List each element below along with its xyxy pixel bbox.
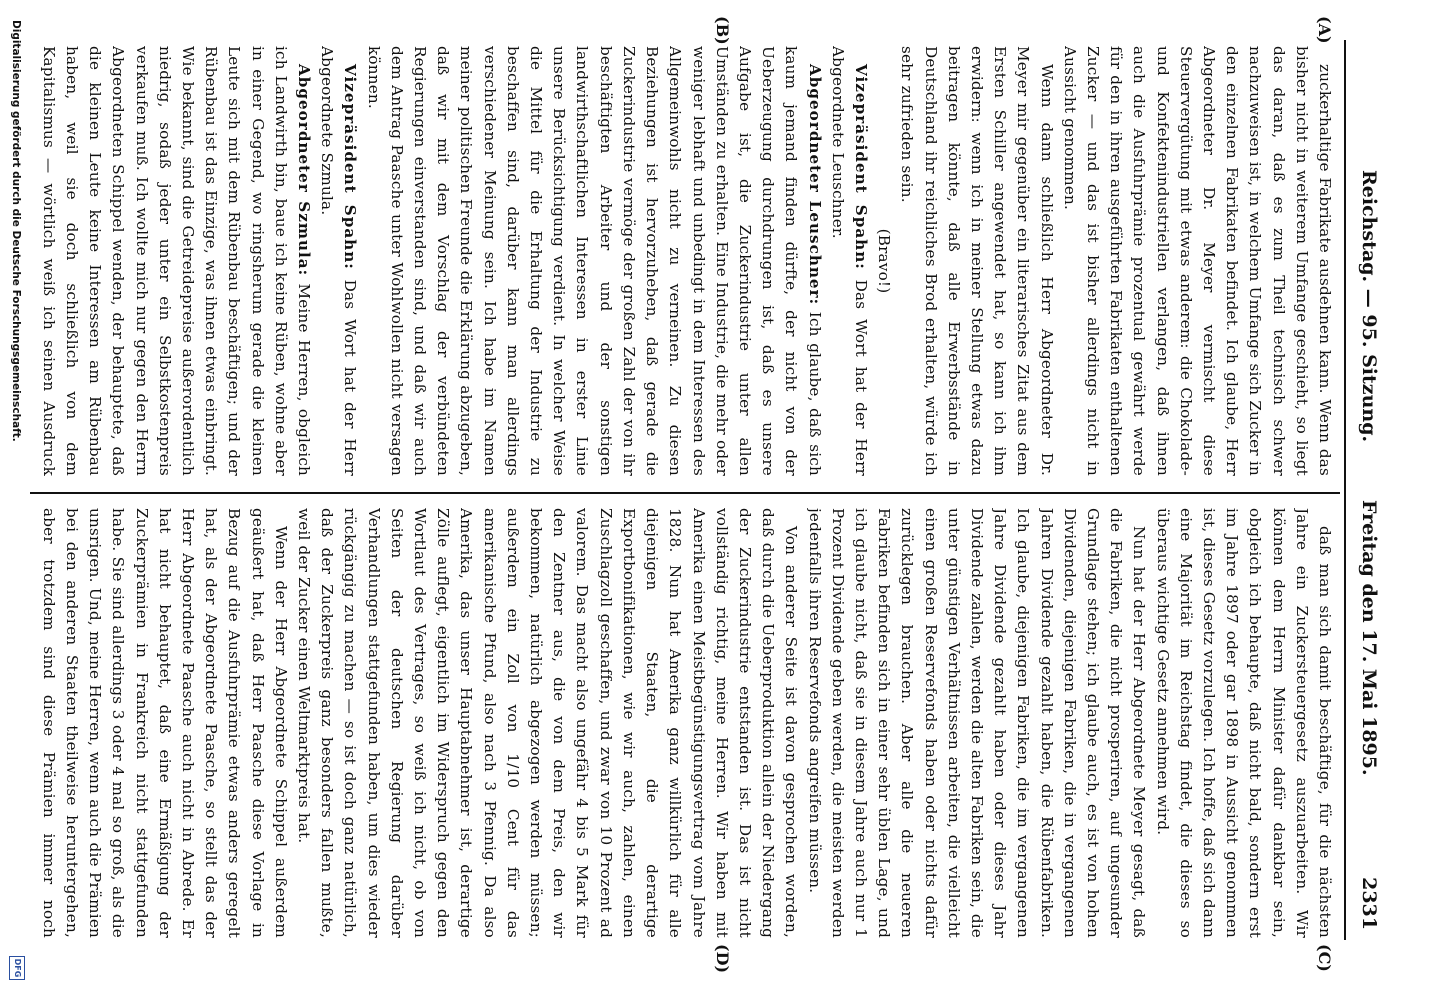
digitization-credit: Digitalisierung gefördert durch die Deutsche Forschungsgemeinschaft. [10,20,22,442]
speech-paragraph [36,46,315,476]
interjection: (Bravo!) [875,228,894,294]
header-rule [1344,40,1346,940]
text-column-left [36,46,1336,476]
speaker-name: Abgeordneter Leuschner: [805,64,824,306]
page-number: 2331 [1358,877,1380,930]
paragraph: Wenn der Herr Abgeordnete Schippel außerdem geäußert hat, daß Herr Paasche diese Vorlage in Bezug auf die Ausfuhrprämie etwas anders geregelt hat, als der Abgeordnete Paasche, so stellt das der Herr Abgeordnete Paasche auch nicht in Abrede. Er hat nicht behauptet, daß eine Ermäßigung der Zuckerprämien in Frankreich nicht stattgefunden habe. Sie sind allerdings 3 oder 4 mal so groß, als die unsrigen. Und, meine Herren, wenn auch die Prämien bei den anderen Staaten theilweise heruntergehen, aber trotzdem sind diese Prämien immer noch [39,508,290,938]
paragraph: daß man sich damit beschäftige, für die nächsten Jahre ein Zuckersteuergesetz auszuarbeiten. Wir können dem Herrn Minister dafür dankbar sein, obgleich ich behaupte, daß nicht bald, sondern erst im Jahre 1897 oder gar 1898 in Aussicht genommen ist, dieses Gesetz vorzulegen. Ich hoffe, daß sich dann eine Majorität im Reichstag findet, die dieses so überaus wichtige Gesetz annehmen wird. [1153,508,1334,938]
speech-text: Meine Herren, obgleich ich Landwirth bin, baue ich keine Rüben, wohne aber in einer Gegend, wo ringsherum gerade die kleinen Leute sich mit dem Rübenbau beschäftigen; und der Rübenbau ist das Einzige, was ihnen etwas einbringt. Wie bekannt, sind die Getreidepreise außerordentlich niedrig, sodaß jeder unter ein Selbstkostenpreis verkaufen muß. Ich wollte mich nur gegen den Herrn Abgeordneten Schippel wenden, der behauptete, daß die kleinen Leute keine Interessen am Rübenbau haben, weil sie doch schließlich von dem Kapitalismus — wörtlich weiß ich seinen Ausdruck [39,46,314,476]
margin-letter-a: (A) [1315,16,1334,44]
speech-paragraph [826,46,872,476]
speech-text: Das Wort hat der Herr Abgeordnete Leuschner. [828,46,870,476]
text-column-right [36,508,1336,938]
speech-paragraph [361,46,825,476]
speaker-name: Vizepräsident Spahn: [341,64,360,270]
margin-letter-b: (B) [713,16,732,45]
speech-text: Das Wort hat der Herr Abgeordnete Szmula. [318,46,360,476]
speech-text: Ich glaube, daß sich kaum jemand finden dürfte, der nicht von der Ueberzeugung durchdrungen ist, daß es unsere Aufgabe ist, die Zuckerindustrie unter allen Umständen zu erhalten. Eine Industrie, die mehr oder weniger lebhaft und unbedingt in dem Interessen des Allgemeinwohls nicht zu verneinen. Zu diesen Beziehungen ist hervorzuheben, daß gerade die Zuckerindustrie vermöge der großen Zahl der von ihr beschäftigten Arbeiter und der sonstigen landwirthschaftlichen Interessen in erster Linie unsere Berücksichtigung verdient. In welcher Weise die Mittel für die Erhaltung der Industrie zu beschaffen sind, darüber kann man allerdings verschiedener Meinung sein. Ich habe im Namen meiner politischen Freunde die Erklärung abzugeben, daß wir mit dem Vorschlag der verbündeten Regierungen einverstanden sind, und daß wir auch dem Antrag Paasche unter Wohlwollen nicht versagen können. [364,46,824,476]
running-header [1350,50,1380,930]
margin-letter-d: (D) [713,944,732,974]
paragraph: Nun hat der Herr Abgeordnete Meyer gesagt, daß die Fabriken, die nicht prosperiren, auf ungesunder Grundlage stehen; ich glaube auch, es ist von hohen Dividenden, diejenigen Fabriken, die in vergangenen Jahren Dividende gezahlt haben, die Rübenfabriken. Ich glaube, diejenigen Fabriken, die im vergangenen Jahre Dividende gezahlt haben oder dieses Jahr Dividende zahlen, werden die alten Fabriken sein, die unter günstigen Verhältnissen arbeiten, die vielleicht einen großen Reservefonds haben oder nichts dafür zurücklegen brauchen. Aber alle die neueren Fabriken befinden sich in einer sehr üblen Lage, und ich glaube nicht, daß sie in diesem Jahre auch nur 1 Prozent Dividende geben werden, die meisten werden jedenfalls ihren Reservefonds angreifen müssen. [805,508,1149,938]
speaker-name: Abgeordneter Szmula: [295,64,314,277]
margin-letter-c: (C) [1315,944,1334,972]
paragraph: Von anderer Seite ist davon gesprochen worden, daß durch die Ueberproduktion allein der Niedergang der Zuckerindustrie entstanden ist. Das ist nicht vollständig richtig, meine Herren. Wir haben mit Amerika einen Meistbegünstigungsvertrag vom Jahre 1828. Nun hat Amerika ganz willkürlich für alle diejenigen Staaten, die derartige Exportbonifikationen, wie wir auch, zahlen, einen Zuschlagzoll geschaffen, und zwar von 10 Prozent ad valorem. Das macht also ungefähr 4 bis 5 Mark für den Zentner aus, die von dem Preis, den wir bekommen, natürlich abgezogen werden müssen; außerdem ein Zoll von 1/10 Cent für das amerikanische Pfund, also nach 3 Pfennig. Da also Amerika, das unser Hauptabnehmer ist, derartige Zölle auflegt, eigentlich im Widerspruch gegen den Wortlaut des Vertrages, so weiß ich nicht, ob von Seiten der deutschen Regierung darüber Verhandlungen stattgefunden haben, um dies wieder rückgängig zu machen — so ist doch ganz natürlich, daß der Zuckerpreis ganz besonders fallen mußte, weil der Zucker einen Weltmarktpreis hat. [295,508,801,938]
paragraph: Wenn dann schließlich Herr Abgeordneter Dr. Meyer mir gegenüber ein literarisches Zitat aus dem Ersten Schiller angewendet hat, so kann ich ihm erwidern: wenn ich in meiner Stellung etwas dazu beitragen könnte, daß alle Erwerbsstände in Deutschland ihr reichliches Brod erhalten, würde ich sehr zufrieden sein. [898,46,1056,476]
paragraph: zuckerhaltige Fabrikate ausdehnen kann. Wenn das bisher nicht in weiterem Umfange geschieht, so liegt das daran, daß es zum Theil technisch schwer nachzuweisen ist, in welchem Umfange sich Zucker in den einzelnen Fabrikaten befindet. Ich glaube, Herr Abgeordneter Dr. Meyer vermischt diese Steuervergütung mit etwas anderem: die Chokolade- und Konfektenindustriellen verlangen, daß ihnen auch die Ausfuhrprämie prozentual gewährt werde für den in ihren ausgeführten Fabrikaten enthaltenen Zucker — und das ist bisher allerdings nicht in Aussicht genommen. [1060,46,1334,476]
speaker-name: Vizepräsident Spahn: [851,64,870,270]
column-divider [30,492,1340,494]
header-session: Reichstag. — 95. Sitzung. [1358,170,1380,443]
speech-paragraph [315,46,361,476]
header-date: Freitag den 17. Mai 1895. [1358,500,1380,776]
dfg-logo: DFG [9,956,25,980]
